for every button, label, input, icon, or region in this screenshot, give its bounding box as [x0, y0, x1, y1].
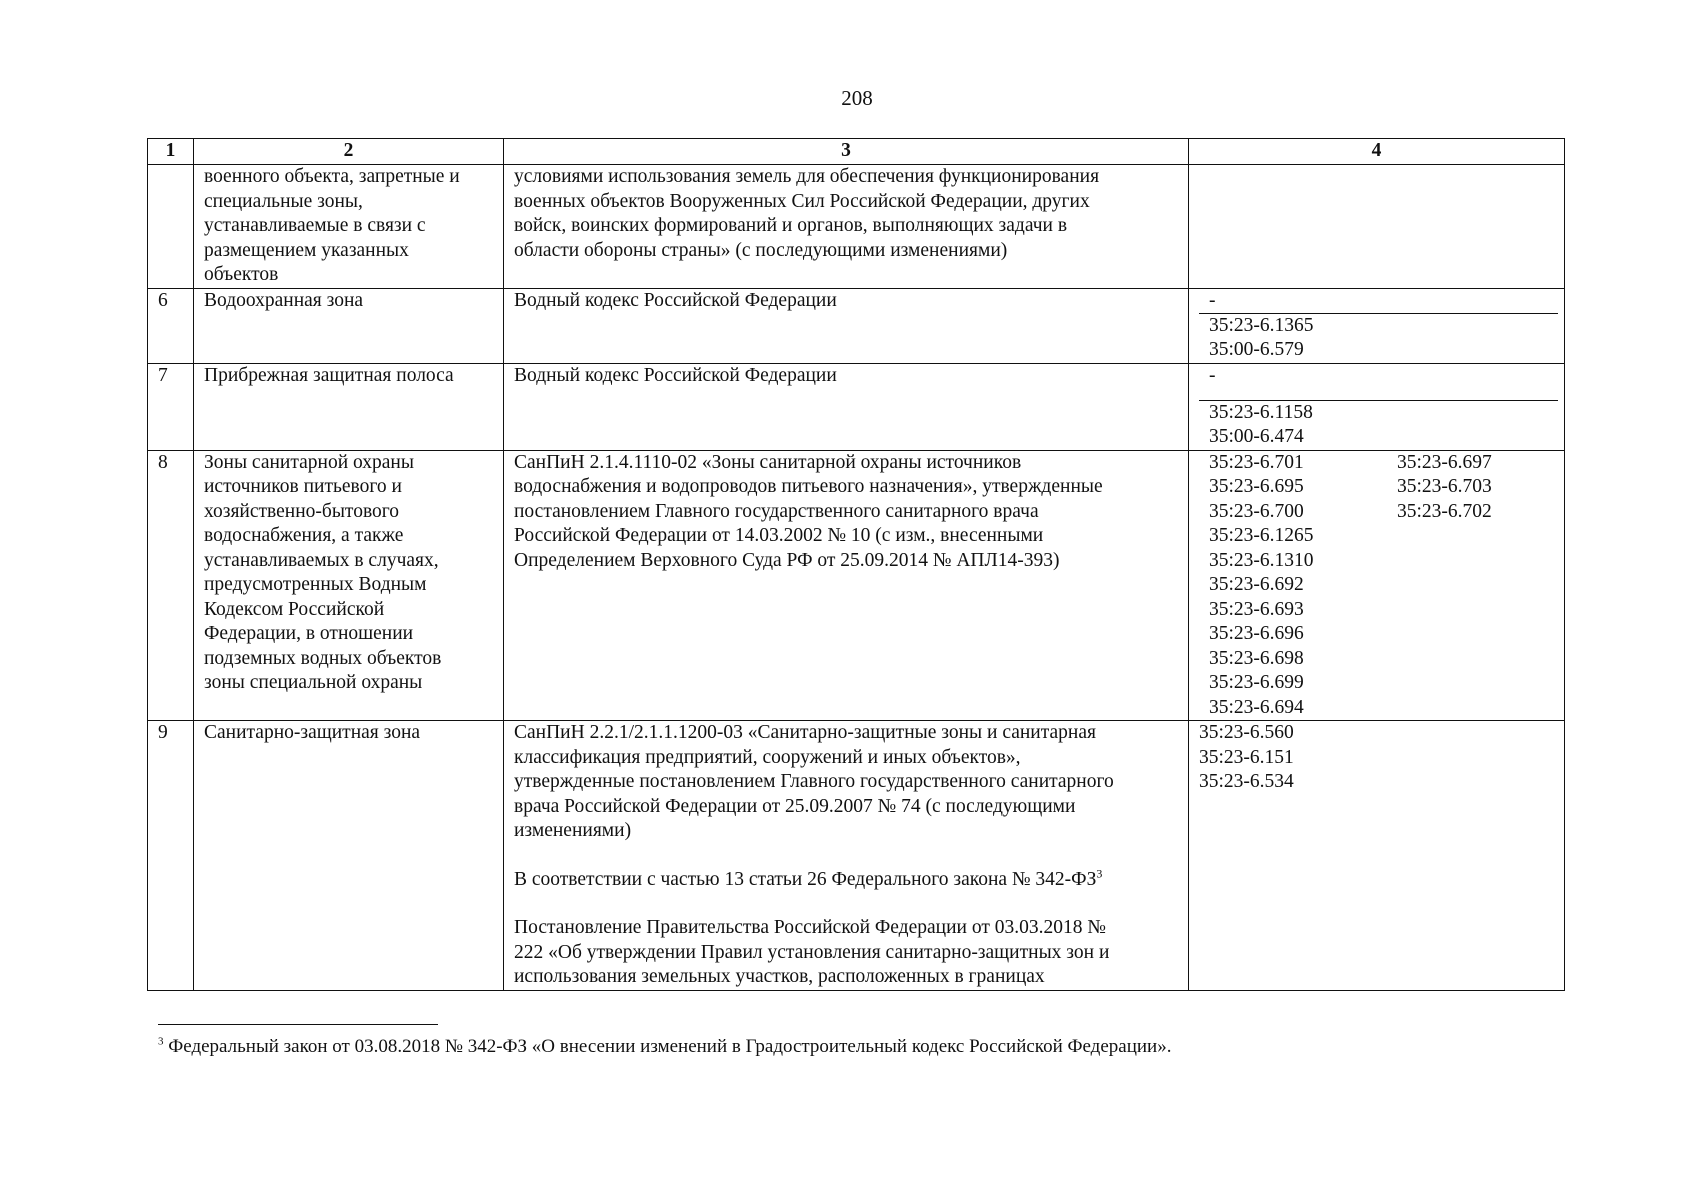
registry-code: 35:23-6.702 — [1397, 500, 1492, 522]
text-line: военного объекта, запретные и — [204, 166, 460, 187]
table-row-6 — [148, 288, 1565, 363]
row-number-cell: 7 — [148, 363, 194, 450]
dash-text: - — [1209, 289, 1216, 311]
zone-name-cell — [194, 165, 504, 289]
codes-column-right — [1397, 451, 1557, 721]
legal-basis-cell — [504, 363, 1189, 450]
text-line: классификация предприятий, сооружений и иных объектов», — [514, 746, 1021, 768]
registry-code: 35:23-6.534 — [1199, 771, 1294, 792]
registry-code: 35:00-6.579 — [1209, 339, 1304, 360]
text-line: Российской Федерации от 14.03.2002 № 10 (с изм., внесенными — [514, 525, 1044, 546]
page-number: 208 — [841, 86, 873, 110]
row-number-cell: 6 — [148, 288, 194, 363]
text-line: хозяйственно-бытового — [204, 500, 400, 522]
registry-code: 35:23-6.697 — [1397, 451, 1492, 473]
text-line: условиями использования земель для обеспечения функционирования — [514, 166, 1100, 187]
text-line: войск, воинских формирований и органов, выполняющих задачи в — [514, 215, 1068, 236]
text-line: СанПиН 2.1.4.1110-02 «Зоны санитарной охраны источников — [514, 451, 1022, 473]
text-line: водоснабжения и водопроводов питьевого назначения», утвержденные — [514, 476, 1103, 497]
zone-name-cell — [194, 450, 504, 721]
zone-name-cell — [194, 363, 504, 450]
text-line: предусмотренных Водным — [204, 574, 427, 595]
table-row-continuation — [148, 165, 1565, 289]
registry-code: 35:23-6.1158 — [1209, 401, 1313, 423]
registry-codes-cell — [1189, 721, 1565, 991]
registry-code: 35:23-6.698 — [1209, 647, 1304, 669]
registry-code: 35:23-6.693 — [1209, 598, 1304, 620]
text-line — [514, 868, 1182, 893]
dash-subcell — [1199, 364, 1558, 400]
text-line: устанавливаемых в случаях, — [204, 549, 439, 571]
row-number-cell: 8 — [148, 450, 194, 721]
footnote-text: Федеральный закон от 03.08.2018 № 342-ФЗ «О внесении изменений в Градостроительный кодекс Российской Федерации». — [163, 1036, 1172, 1057]
document-table — [147, 138, 1565, 991]
registry-code: 35:23-6.560 — [1199, 722, 1294, 743]
legal-basis-cell — [504, 165, 1189, 289]
registry-code: 35:23-6.701 — [1209, 451, 1304, 473]
text-line: Зоны санитарной охраны — [204, 451, 414, 473]
table-header-row — [148, 139, 1565, 165]
text-line: 222 «Об утверждении Правил установления санитарно-защитных зон и — [514, 941, 1110, 963]
header-col-3: 3 — [504, 139, 1189, 165]
zone-name-cell — [194, 288, 504, 363]
codes-column-left — [1209, 451, 1397, 721]
dash-text: - — [1209, 364, 1216, 386]
text-line: области обороны страны» (с последующими изменениями) — [514, 239, 1008, 261]
text-line: изменениями) — [514, 820, 632, 841]
table-row-8 — [148, 450, 1565, 721]
registry-code: 35:23-6.700 — [1209, 500, 1304, 522]
text-line: Водный кодекс Российской Федерации — [514, 289, 837, 311]
registry-code: 35:23-6.695 — [1209, 476, 1304, 497]
codes-grid — [1199, 451, 1558, 721]
header-col-1: 1 — [148, 139, 194, 165]
text-line: использования земельных участков, расположенных в границах — [514, 966, 1045, 987]
registry-codes-cell — [1189, 165, 1565, 289]
dash-subcell — [1199, 289, 1558, 313]
header-col-4: 4 — [1189, 139, 1565, 165]
registry-code: 35:23-6.151 — [1199, 746, 1294, 768]
codes-subcell — [1199, 313, 1558, 363]
text-line: постановлением Главного государственного санитарного врача — [514, 500, 1039, 522]
registry-code: 35:23-6.1265 — [1209, 525, 1314, 546]
footnote — [158, 1036, 1171, 1058]
text-line: врача Российской Федерации от 25.09.2007 № 74 (с последующими — [514, 795, 1076, 817]
registry-code: 35:23-6.1365 — [1209, 314, 1314, 336]
text-line: утвержденные постановлением Главного государственного санитарного — [514, 771, 1114, 792]
row-number-cell: 9 — [148, 721, 194, 991]
registry-code: 35:23-6.692 — [1209, 574, 1304, 595]
registry-codes-cell — [1189, 363, 1565, 450]
text-line: Определением Верховного Суда РФ от 25.09.2014 № АПЛ14-393) — [514, 549, 1060, 571]
registry-codes-cell — [1189, 450, 1565, 721]
footnote-separator — [158, 1024, 438, 1025]
text-line: Федерации, в отношении — [204, 623, 414, 644]
codes-subcell — [1199, 400, 1558, 450]
text-line: военных объектов Вооруженных Сил Российской Федерации, других — [514, 190, 1090, 212]
registry-code: 35:23-6.703 — [1397, 476, 1492, 497]
legal-basis-cell — [504, 721, 1189, 991]
header-col-2: 2 — [194, 139, 504, 165]
registry-code: 35:23-6.696 — [1209, 623, 1304, 644]
footnote-mark: 3 — [158, 1035, 164, 1048]
text-line: Водный кодекс Российской Федерации — [514, 364, 837, 386]
law-reference-text: В соответствии с частью 13 статьи 26 Федерального закона № 342-ФЗ — [514, 868, 1097, 890]
text-line: Санитарно-защитная зона — [204, 722, 421, 743]
registry-code: 35:23-6.699 — [1209, 672, 1304, 693]
text-line: объектов — [204, 264, 279, 285]
text-line: подземных водных объектов — [204, 647, 442, 669]
text-line: Водоохранная зона — [204, 289, 364, 311]
text-line: устанавливаемые в связи с — [204, 215, 426, 236]
text-line: Постановление Правительства Российской Федерации от 03.03.2018 № — [514, 917, 1106, 938]
registry-code: 35:00-6.474 — [1209, 426, 1304, 447]
text-line: источников питьевого и — [204, 476, 402, 497]
text-line: СанПиН 2.2.1/2.1.1.1200-03 «Санитарно-защитные зоны и санитарная — [514, 722, 1096, 743]
text-line: размещением указанных — [204, 239, 409, 261]
registry-code: 35:23-6.1310 — [1209, 549, 1314, 571]
registry-code: 35:23-6.694 — [1209, 696, 1304, 718]
footnote-reference: 3 — [1096, 866, 1103, 880]
text-line: водоснабжения, а также — [204, 525, 404, 546]
text-line: специальные зоны, — [204, 190, 363, 212]
zone-name-cell — [194, 721, 504, 991]
registry-codes-cell — [1189, 288, 1565, 363]
text-line: Кодексом Российской — [204, 598, 385, 620]
table-row-9 — [148, 721, 1565, 991]
row-number-cell — [148, 165, 194, 289]
text-line: Прибрежная защитная полоса — [204, 364, 454, 386]
legal-basis-cell — [504, 450, 1189, 721]
table-row-7 — [148, 363, 1565, 450]
legal-basis-cell — [504, 288, 1189, 363]
text-line: зоны специальной охраны — [204, 672, 423, 693]
